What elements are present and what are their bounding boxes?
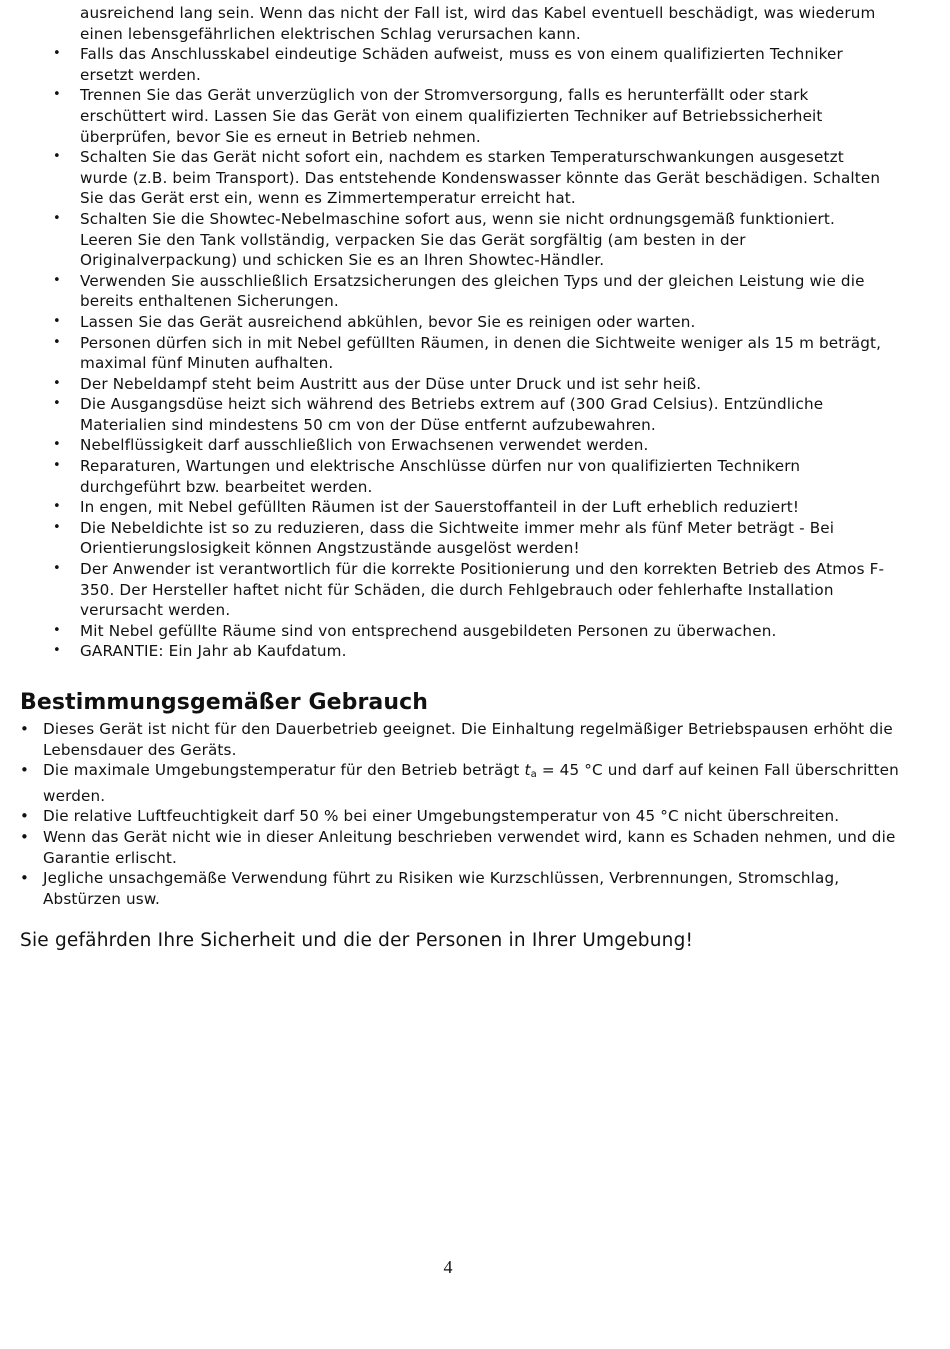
list-item [20,559,890,621]
bullet-icon: • [53,149,61,165]
list-item [20,621,890,642]
list-item [20,44,890,85]
list-item [20,3,890,44]
bullet-icon: • [53,210,61,226]
list-item-text: Schalten Sie das Gerät nicht sofort ein, nachdem es starken Temperaturschwankungen ausgesetzt wurde (z.B. beim Transport). Das entstehende Kondenswasser könnte das Gerät beschädigen. Schalten Sie das Gerät erst ein, wenn es Zimmertemperatur erreicht hat. [80,148,881,208]
list-item-text: Der Anwender ist verantwortlich für die korrekte Positionierung und den korrekten Betrieb des Atmos F-350. Der Hersteller haftet nicht für Schäden, die durch Fehlgebrauch oder fehlerhafte Installation verursacht werden. [80,560,885,620]
list-item [20,719,900,760]
temperature-subscript: a [530,769,537,781]
list-item [20,394,890,435]
list-item-text: Die Ausgangsdüse heizt sich während des Betriebs extrem auf (300 Grad Celsius). Entzündliche Materialien sind mindestens 50 cm von der Düse entfernt aufzubewahren. [80,395,824,434]
bullet-icon: • [53,437,61,453]
list-item-text: Der Nebeldampf steht beim Austritt aus der Düse unter Druck und ist sehr heiß. [80,374,702,393]
list-item [20,85,890,147]
list-item [20,868,900,909]
list-item [20,147,890,209]
bullet-icon: • [53,313,61,329]
list-item [20,760,900,806]
list-item [20,333,890,374]
bullet-icon: • [53,375,61,391]
list-item-text: Falls das Anschlusskabel eindeutige Schäden aufweist, muss es von einem qualifizierten Techniker ersetzt werden. [80,45,843,84]
list-item-text-end: = 45 °C und darf auf keinen Fall überschritten werden. [43,761,899,805]
list-item-text: Trennen Sie das Gerät unverzüglich von der Stromversorgung, falls es herunterfällt oder stark erschüttert wird. Lassen Sie das Gerät von einem qualifizierten Techniker auf Betriebssicherheit überprüfen, bevor Sie es erneut in Betrieb nehmen. [80,86,823,146]
bullet-icon: • [53,272,61,288]
list-item [20,312,890,333]
bullet-icon: • [20,761,29,780]
bullet-icon: • [53,622,61,638]
list-item-text: Schalten Sie die Showtec-Nebelmaschine sofort aus, wenn sie nicht ordnungsgemäß funktioniert. Leeren Sie den Tank vollständig, verpacken Sie das Gerät sorgfältig (am besten in der Originalverpackung) und schicken Sie es an Ihren Showtec-Händler. [80,209,835,270]
bullet-icon: • [53,643,61,659]
section-heading: Bestimmungsgemäßer Gebrauch [20,690,429,715]
bullet-icon: • [20,807,29,826]
list-item [20,374,890,395]
list-item-text: In engen, mit Nebel gefüllten Räumen ist der Sauerstoffanteil in der Luft erheblich reduziert! [80,498,800,517]
bullet-icon: • [53,87,61,103]
list-item [20,209,890,271]
list-item [20,641,890,662]
list-item-text: Die Nebeldichte ist so zu reduzieren, dass die Sichtweite immer mehr als fünf Meter beträgt - Bei Orientierungslosigkeit können Angstzustände ausgelöst werden! [80,518,835,558]
list-item-text: Nebelflüssigkeit darf ausschließlich von Erwachsenen verwendet werden. [80,436,649,455]
list-item-text: Jegliche unsachgemäße Verwendung führt zu Risiken wie Kurzschlüssen, Verbrennungen, Stromschlag, Abstürzen usw. [43,869,840,908]
list-item-text: Wenn das Gerät nicht wie in dieser Anleitung beschrieben verwendet wird, kann es Schaden nehmen, und die Garantie erlischt. [43,827,896,867]
bullet-icon: • [53,519,61,535]
bullet-icon: • [53,458,61,474]
list-item [20,435,890,456]
temperature-symbol: t [524,761,531,780]
bullet-icon: • [53,499,61,515]
safety-instructions-list [20,3,890,662]
bullet-icon: • [53,334,61,350]
bullet-icon: • [20,869,29,888]
bullet-icon: • [20,827,29,846]
list-item-text: Dieses Gerät ist nicht für den Dauerbetrieb geeignet. Die Einhaltung regelmäßiger Betriebspausen erhöht die Lebensdauer des Geräts. [43,720,893,759]
page-number: 4 [443,1257,453,1277]
list-item [20,518,890,559]
list-item-text: Mit Nebel gefüllte Räume sind von entsprechend ausgebildeten Personen zu überwachen. [80,621,777,640]
list-item [20,271,890,312]
bullet-icon: • [53,46,61,62]
list-item-text: ausreichend lang sein. Wenn das nicht der Fall ist, wird das Kabel eventuell beschädigt, was wiederum einen lebensgefährlichen elektrischen Schlag verursachen kann. [80,4,876,43]
bullet-icon: • [20,720,29,738]
list-item-text: Die relative Luftfeuchtigkeit darf 50 % bei einer Umgebungstemperatur von 45 °C nicht überschreiten. [43,807,840,826]
bullet-icon: • [53,396,61,412]
list-item-text: Lassen Sie das Gerät ausreichend abkühlen, bevor Sie es reinigen oder warten. [80,312,696,331]
list-item-text: GARANTIE: Ein Jahr ab Kaufdatum. [80,642,347,661]
intended-use-list [20,719,900,909]
bullet-icon: • [53,561,61,577]
list-item-text: Reparaturen, Wartungen und elektrische Anschlüsse dürfen nur von qualifizierten Technikern durchgeführt bzw. bearbeitet werden. [80,457,801,496]
list-item [20,806,900,827]
list-item-text-start: Die maximale Umgebungstemperatur für den Betrieb beträgt [43,761,525,780]
list-item [20,827,900,868]
safety-warning: Sie gefährden Ihre Sicherheit und die der Personen in Ihrer Umgebung! [20,930,694,951]
list-item-text: Personen dürfen sich in mit Nebel gefüllten Räumen, in denen die Sichtweite weniger als 15 m beträgt, maximal fünf Minuten aufhalten. [80,333,882,373]
list-item [20,456,890,497]
list-item-text: Verwenden Sie ausschließlich Ersatzsicherungen des gleichen Typs und der gleichen Leistung wie die bereits enthaltenen Sicherungen. [80,271,865,311]
list-item [20,497,890,518]
